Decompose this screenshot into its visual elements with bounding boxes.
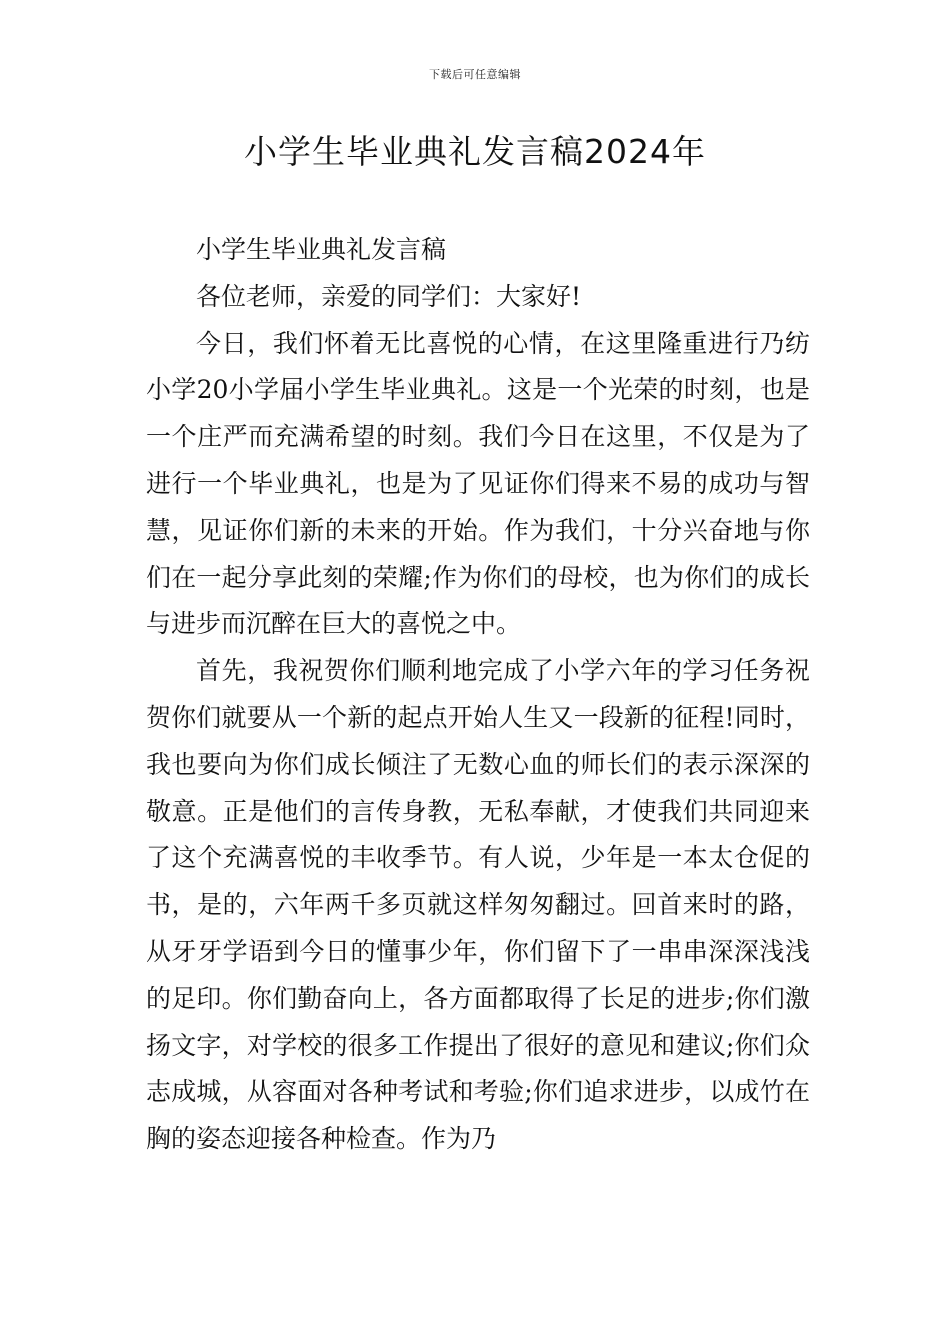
document-body: [146, 227, 810, 1163]
paragraph: 今日，我们怀着无比喜悦的心情，在这里隆重进行乃纺小学20小学届小学生毕业典礼。这是一个光荣的时刻，也是一个庄严而充满希望的时刻。我们今日在这里，不仅是为了进行一个毕业典礼，也是为了见证你们得来不易的成功与智慧，见证你们新的未来的开始。作为我们，十分兴奋地与你们在一起分享此刻的荣耀;作为你们的母校，也为你们的成长与进步而沉醉在巨大的喜悦之中。: [146, 328, 810, 639]
header-note: 下载后可任意编辑: [429, 68, 521, 81]
document-title: 小学生毕业典礼发言稿2024年: [244, 132, 706, 171]
paragraph: 首先，我祝贺你们顺利地完成了小学六年的学习任务祝贺你们就要从一个新的起点开始人生又一段新的征程!同时，我也要向为你们成长倾注了无数心血的师长们的表示深深的敬意。正是他们的言传身教，无私奉献，才使我们共同迎来了这个充满喜悦的丰收季节。有人说，少年是一本太仓促的书，是的，六年两千多页就这样匆匆翻过。回首来时的路，从牙牙学语到今日的懂事少年，你们留下了一串串深深浅浅的足印。你们勤奋向上，各方面都取得了长足的进步;你们激扬文字，对学校的很多工作提出了很好的意见和建议;你们众志成城，从容面对各种考试和考验;你们追求进步，以成竹在胸的姿态迎接各种检查。作为乃: [146, 656, 810, 1154]
paragraph-greeting: 各位老师，亲爱的同学们：大家好!: [196, 281, 582, 311]
paragraph-subtitle: 小学生毕业典礼发言稿: [196, 235, 447, 264]
